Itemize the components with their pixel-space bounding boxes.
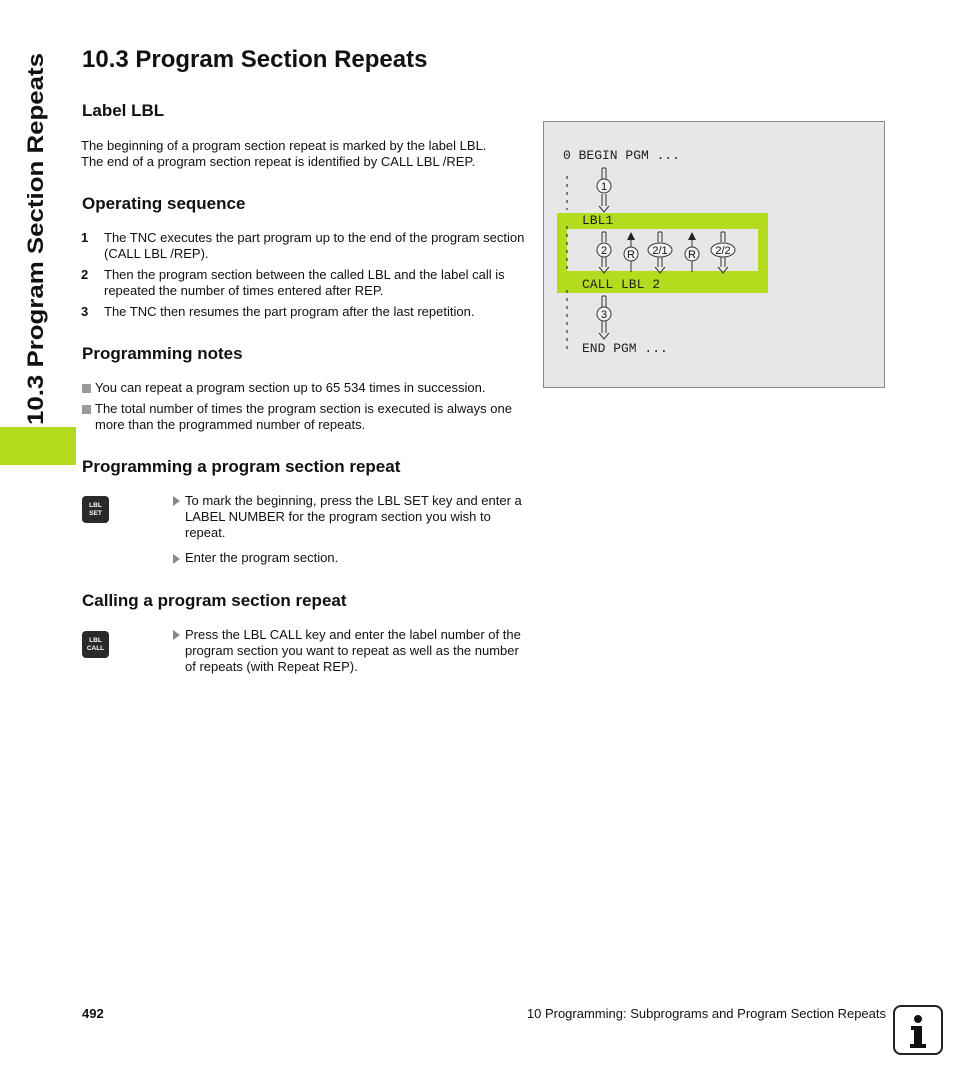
key-label: SET	[89, 509, 102, 517]
heading-label-lbl: Label LBL	[82, 101, 165, 120]
marker-label: 3	[600, 309, 608, 321]
step-text: The TNC executes the part program up to the end of the program section (CALL LBL /REP).	[104, 230, 525, 261]
bullet-square-icon	[82, 405, 91, 414]
page-number: 492	[82, 1006, 104, 1021]
heading-operating-sequence: Operating sequence	[82, 194, 246, 213]
label-lbl-line1: The beginning of a program section repeat is marked by the label LBL.	[81, 138, 487, 153]
step-number: 1	[81, 230, 89, 245]
key-label: CALL	[86, 644, 105, 652]
code-line-call: CALL LBL 2	[582, 277, 661, 292]
flow-arrows	[544, 122, 884, 387]
lbl-call-key-icon	[82, 631, 109, 658]
sidebar-accent-bar	[0, 427, 76, 465]
label-lbl-line2: The end of a program section repeat is identified by CALL LBL /REP.	[81, 154, 476, 169]
marker-label: R	[688, 249, 696, 261]
instruction-text: Enter the program section.	[185, 550, 339, 565]
arrow-right-icon	[173, 630, 180, 640]
arrow-right-icon	[173, 554, 180, 564]
step-number: 2	[81, 267, 89, 282]
note-text: The total number of times the program section is executed is always one more than the programmed number of repeats.	[95, 401, 512, 432]
page-title: 10.3 Program Section Repeats	[82, 46, 428, 73]
key-label: LBL	[89, 501, 102, 509]
marker-label: 1	[600, 181, 608, 193]
instruction-text: To mark the beginning, press the LBL SET key and enter a LABEL NUMBER for the program section you wish to repeat.	[185, 493, 522, 540]
heading-programming-repeat: Programming a program section repeat	[82, 457, 401, 476]
sidebar-chapter-title	[11, 50, 61, 430]
step-text: Then the program section between the called LBL and the label call is repeated the number of times entered after REP.	[104, 267, 505, 298]
bullet-square-icon	[82, 384, 91, 393]
instruction-text: Press the LBL CALL key and enter the label number of the program section you want to repeat as well as the number of repeats (with Repeat REP).	[185, 627, 521, 674]
note-text: You can repeat a program section up to 65 534 times in succession.	[95, 380, 486, 395]
marker-label: 2/2	[715, 245, 731, 257]
sidebar-title-text: 10.3 Program Section Repeats	[23, 108, 48, 425]
program-flow-diagram	[543, 121, 885, 388]
marker-label: R	[627, 249, 635, 261]
heading-programming-notes: Programming notes	[82, 344, 243, 363]
chapter-title: 10 Programming: Subprograms and Program Section Repeats	[526, 1006, 886, 1021]
info-icon[interactable]	[893, 1005, 943, 1055]
key-label: LBL	[89, 636, 102, 644]
code-line-end: END PGM ...	[582, 341, 668, 356]
code-line-begin: 0 BEGIN PGM ...	[563, 148, 681, 163]
step-text: The TNC then resumes the part program after the last repetition.	[104, 304, 475, 319]
step-number: 3	[81, 304, 89, 319]
code-line-lbl1: LBL1	[582, 213, 614, 228]
lbl-set-key-icon	[82, 496, 109, 523]
heading-calling-repeat: Calling a program section repeat	[82, 591, 347, 610]
marker-label: 2/1	[652, 245, 668, 257]
marker-label: 2	[600, 245, 608, 257]
arrow-right-icon	[173, 496, 180, 506]
